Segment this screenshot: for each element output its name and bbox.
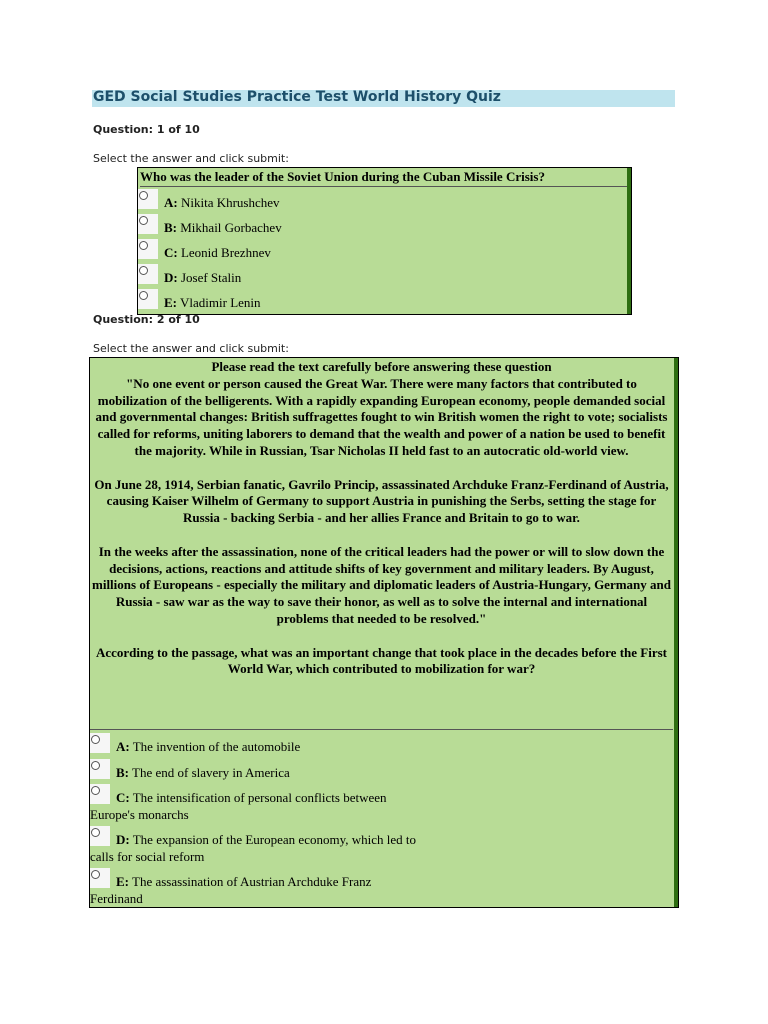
- option-e[interactable]: E: Vladimir Lenin: [164, 295, 261, 310]
- radio-circle-icon: [139, 191, 148, 200]
- passage-paragraph: "No one event or person caused the Great War. There were many factors that contributed to mobilization of the belligerents. With a rapidly expanding European economy, people demanded social and governmental changes: British suffragettes fought to win British women the right to vote; socialists called for reforms, uniting laborers to demand that the wealth and power of a nation be used to benefit the majority. While in Russian, Tsar Nicholas II held fast to an autocratic old-world view.: [95, 375, 668, 458]
- radio-circle-icon: [139, 291, 148, 300]
- radio-option-a[interactable]: [138, 189, 158, 209]
- question-text: Who was the leader of the Soviet Union during the Cuban Missile Crisis?: [140, 169, 545, 184]
- radio-option-e[interactable]: [138, 289, 158, 309]
- question-box: [137, 167, 632, 315]
- question-box: [89, 357, 679, 908]
- divider: [90, 729, 673, 730]
- box-border-accent: [627, 168, 631, 314]
- reading-passage: [90, 359, 673, 678]
- option-b[interactable]: B: Mikhail Gorbachev: [164, 220, 282, 235]
- passage-intro: Please read the text carefully before answering these question: [211, 359, 552, 374]
- question-number: Question: 1 of 10: [93, 123, 200, 136]
- instruction-text: Select the answer and click submit:: [93, 152, 289, 165]
- question-text: According to the passage, what was an important change that took place in the decades before the First World War, which contributed to mobilization for war?: [95, 644, 667, 677]
- page-title: GED Social Studies Practice Test World History Quiz: [93, 89, 501, 105]
- radio-circle-icon: [139, 216, 148, 225]
- option-d[interactable]: D: Josef Stalin: [164, 270, 242, 285]
- option-c[interactable]: C: The intensification of personal conflicts between Europe's monarchs: [90, 790, 387, 822]
- radio-option-c[interactable]: [138, 239, 158, 259]
- option-b[interactable]: B: The end of slavery in America: [116, 765, 290, 780]
- instruction-text: Select the answer and click submit:: [93, 342, 289, 355]
- radio-option-b[interactable]: [138, 214, 158, 234]
- option-a[interactable]: A: Nikita Khrushchev: [164, 195, 280, 210]
- box-border-accent: [674, 358, 678, 907]
- radio-option-d[interactable]: [138, 264, 158, 284]
- radio-circle-icon: [139, 241, 148, 250]
- divider: [140, 186, 627, 187]
- option-a[interactable]: A: The invention of the automobile: [116, 739, 301, 754]
- option-d[interactable]: D: The expansion of the European economy, which led to calls for social reform: [90, 832, 416, 864]
- passage-paragraph: On June 28, 1914, Serbian fanatic, Gavrilo Princip, assassinated Archduke Franz-Ferdinand of Austria, causing Kaiser Wilhelm of Germany to support Austria in punishing the Serbs, setting the stage for Russia - backing Serbia - and her allies France and Britain to go to war.: [94, 476, 669, 526]
- passage-paragraph: In the weeks after the assassination, none of the critical leaders had the power or will to slow down the decisions, actions, reactions and attitude shifts of key government and military leaders. By August, millions of Europeans - especially the military and diplomatic leaders of Austria-Hungary, Germany and Russia - saw war as the way to save their honor, as well as to solve the internal and international problems that needed to be resolved.": [92, 543, 671, 626]
- option-c[interactable]: C: Leonid Brezhnev: [164, 245, 271, 260]
- question-number: Question: 2 of 10: [93, 313, 200, 326]
- option-e[interactable]: E: The assassination of Austrian Archduke Franz Ferdinand: [90, 874, 372, 906]
- radio-circle-icon: [139, 266, 148, 275]
